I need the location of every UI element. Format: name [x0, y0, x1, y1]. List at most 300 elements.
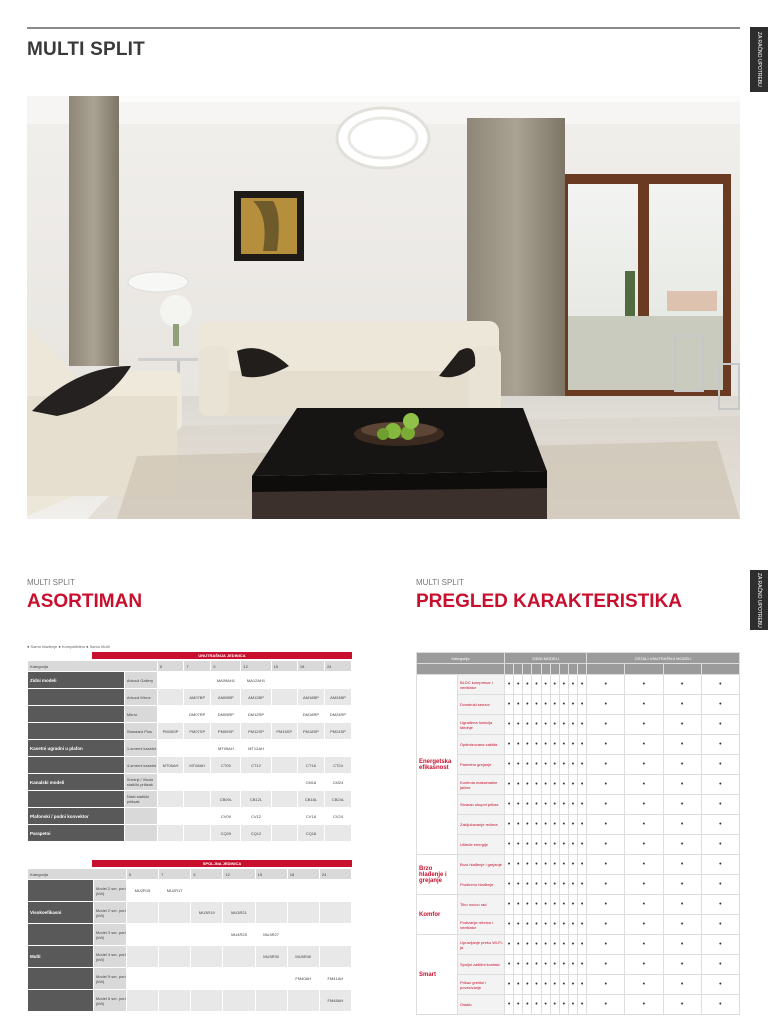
model-cell: MT09AH [211, 740, 241, 757]
model-cell [319, 902, 351, 924]
feature-dot [559, 835, 568, 855]
feature-dot [523, 675, 532, 695]
table-row [28, 672, 352, 689]
feature-dot [587, 755, 625, 775]
unit-cell [701, 664, 739, 675]
feature-dot [532, 835, 541, 855]
feature-dot [505, 855, 514, 875]
side-tab-top: ZA RAČNO UPOTREBU [750, 27, 768, 92]
model-cell [287, 924, 319, 946]
model-cell [157, 774, 183, 791]
unit-cell [625, 664, 663, 675]
model-cell: AM24BP [324, 689, 351, 706]
feature-row [417, 955, 740, 975]
feature-dot [523, 775, 532, 795]
feature-dot [532, 975, 541, 995]
feature-dot [663, 735, 701, 755]
feature-dot [541, 795, 550, 815]
model-cell: CQ09 [211, 825, 241, 842]
unit-capacity-cell: 18 [297, 661, 324, 672]
model-cell: MU3R21 [223, 902, 255, 924]
model-cell: PM15SP [271, 723, 297, 740]
unit-cell [523, 664, 532, 675]
feature-dot [625, 955, 663, 975]
feature-dot [550, 715, 559, 735]
feature-dot [568, 955, 577, 975]
feature-label: BLDC kompresor i ventilator [458, 675, 505, 695]
feature-dot [505, 715, 514, 735]
feature-dot [541, 755, 550, 775]
table-subheader-row [417, 664, 740, 675]
model-cell [324, 740, 351, 757]
model-cell: AM09BP [211, 689, 241, 706]
feature-dot [541, 815, 550, 835]
feature-dot [663, 815, 701, 835]
feature-dot [568, 895, 577, 915]
model-cell: PM24SP [324, 723, 351, 740]
feature-dot [550, 735, 559, 755]
feature-dot [523, 695, 532, 715]
feature-dot [523, 855, 532, 875]
model-cell [223, 990, 255, 1012]
feature-dot [578, 895, 587, 915]
feature-dot [578, 715, 587, 735]
group-header-other: OSTALI UNUTRAŠNJI MODELI [587, 653, 740, 664]
feature-dot [701, 775, 739, 795]
feature-dot [625, 815, 663, 835]
feature-dot [532, 815, 541, 835]
feature-dot [701, 815, 739, 835]
side-tab-bottom: ZA RAČNO UPOTREBU [750, 570, 768, 630]
left-section-label: MULTI SPLIT [27, 578, 75, 587]
feature-dot [701, 835, 739, 855]
feature-dot [578, 775, 587, 795]
feature-dot [532, 915, 541, 935]
feature-row [417, 795, 740, 815]
row-subcategory: Artcool Gallery [124, 672, 157, 689]
model-cell: PM18SP [297, 723, 324, 740]
feature-dot [559, 795, 568, 815]
feature-dot [568, 915, 577, 935]
feature-dot [559, 715, 568, 735]
feature-label: Prikaz greške i povezivanje [458, 975, 505, 995]
feature-dot [541, 995, 550, 1015]
model-cell [287, 902, 319, 924]
feature-dot [559, 675, 568, 695]
feature-dot [541, 875, 550, 895]
table-header-row [417, 653, 740, 664]
row-category [28, 706, 125, 723]
feature-dot [541, 735, 550, 755]
model-cell [255, 968, 287, 990]
row-subcategory: Model 6 ser. port (kW) [93, 990, 126, 1012]
feature-dot [568, 835, 577, 855]
model-cell: FM41AH [319, 968, 351, 990]
feature-dot [532, 795, 541, 815]
model-cell: MA12AH1 [241, 672, 271, 689]
model-cell [271, 672, 297, 689]
feature-dot [568, 755, 577, 775]
model-cell: CT18 [297, 757, 324, 774]
feature-dot [514, 775, 523, 795]
feature-dot [568, 735, 577, 755]
model-cell [297, 672, 324, 689]
model-cell [126, 946, 158, 968]
feature-dot [514, 675, 523, 695]
row-subcategory: Srednji / Visoki statički pritisak [124, 774, 157, 791]
model-cell [287, 990, 319, 1012]
model-cell [184, 825, 211, 842]
model-cell [126, 902, 158, 924]
feature-dot [523, 895, 532, 915]
table-row [28, 946, 352, 968]
model-cell: MT06AH [157, 757, 183, 774]
feature-label: Pametno grejanje [458, 755, 505, 775]
feature-dot [550, 815, 559, 835]
feature-dot [578, 935, 587, 955]
model-cell: MU2R15 [126, 880, 158, 902]
model-cell: MU4R25 [223, 924, 255, 946]
feature-dot [541, 695, 550, 715]
model-cell [319, 946, 351, 968]
feature-dot [568, 975, 577, 995]
feature-dot [559, 695, 568, 715]
unit-cell [541, 664, 550, 675]
row-category: Visokoefikasni [28, 902, 94, 924]
feature-dot [550, 935, 559, 955]
feature-group-label: Smart [417, 935, 458, 1015]
model-cell [271, 808, 297, 825]
table-row [28, 774, 352, 791]
feature-dot [578, 735, 587, 755]
feature-dot [701, 695, 739, 715]
feature-dot [505, 735, 514, 755]
feature-dot [505, 695, 514, 715]
feature-dot [523, 815, 532, 835]
feature-dot [550, 915, 559, 935]
feature-dot [559, 955, 568, 975]
feature-dot [505, 935, 514, 955]
model-cell [191, 990, 223, 1012]
model-cell: MT12AH [241, 740, 271, 757]
unit-capacity-cell: 24 [319, 869, 351, 880]
row-category [28, 757, 125, 774]
feature-dot [587, 775, 625, 795]
feature-dot [663, 695, 701, 715]
row-subcategory: Model 4 ser. port (kW) [93, 946, 126, 968]
feature-dot [550, 855, 559, 875]
model-cell [324, 672, 351, 689]
feature-dot [625, 835, 663, 855]
model-cell [223, 946, 255, 968]
feature-dot [568, 675, 577, 695]
feature-row [417, 715, 740, 735]
row-subcategory: Standard Plus [124, 723, 157, 740]
model-cell: CM24 [324, 774, 351, 791]
unit-cell [568, 664, 577, 675]
feature-row [417, 815, 740, 835]
feature-dot [523, 875, 532, 895]
feature-row [417, 695, 740, 715]
feature-dot [514, 915, 523, 935]
row-category [28, 791, 125, 808]
feature-dot [701, 955, 739, 975]
table-row [28, 689, 352, 706]
feature-dot [550, 875, 559, 895]
table-row [28, 740, 352, 757]
model-cell: CM18 [297, 774, 324, 791]
model-cell: CT12 [241, 757, 271, 774]
model-cell: MU3R19 [191, 902, 223, 924]
row-subcategory [124, 808, 157, 825]
feature-label: Upravljanje preko Wi-Fi-ja [458, 935, 505, 955]
feature-dot [505, 675, 514, 695]
feature-label: Uštede energije [458, 835, 505, 855]
row-category: Parapetni [28, 825, 125, 842]
table-row [28, 791, 352, 808]
unit-capacity-cell: 12 [223, 869, 255, 880]
feature-dot [550, 755, 559, 775]
model-cell [157, 672, 183, 689]
column-label: Kategorija [417, 653, 505, 664]
feature-dot [514, 815, 523, 835]
feature-dot [505, 995, 514, 1015]
feature-dot [578, 875, 587, 895]
feature-dot [559, 775, 568, 795]
model-cell: AM18BP [297, 689, 324, 706]
feature-label: Ugrađena funkcija štednje [458, 715, 505, 735]
feature-dot [559, 915, 568, 935]
feature-dot [587, 715, 625, 735]
feature-dot [523, 835, 532, 855]
feature-group-label: Energetska efikasnost [417, 675, 458, 855]
unit-capacity-cell: 5 [157, 661, 183, 672]
feature-dot [523, 755, 532, 775]
model-cell [287, 880, 319, 902]
feature-dot [532, 935, 541, 955]
feature-dot [514, 895, 523, 915]
feature-dot [701, 795, 739, 815]
unit-cell [559, 664, 568, 675]
model-cell [191, 968, 223, 990]
row-category: Zidni modeli [28, 672, 125, 689]
model-cell: AM07BP [184, 689, 211, 706]
feature-dot [514, 755, 523, 775]
feature-dot [541, 975, 550, 995]
unit-capacity-cell: 18 [287, 869, 319, 880]
feature-dot [532, 775, 541, 795]
feature-dot [532, 715, 541, 735]
model-cell: MU2R17 [159, 880, 191, 902]
row-subcategory: Model 2 ser. port (kW) [93, 880, 126, 902]
feature-dot [625, 935, 663, 955]
feature-dot [701, 675, 739, 695]
model-cell [223, 968, 255, 990]
feature-dot [578, 975, 587, 995]
feature-dot [587, 735, 625, 755]
model-cell [191, 880, 223, 902]
feature-row [417, 775, 740, 795]
model-cell: PM12SP [241, 723, 271, 740]
feature-dot [523, 995, 532, 1015]
right-section-title: PREGLED KARAKTERISTIKA [416, 591, 683, 612]
feature-dot [523, 915, 532, 935]
feature-dot [559, 855, 568, 875]
row-subcategory: Model 3 ser. port (kW) [93, 924, 126, 946]
row-category [28, 924, 94, 946]
model-cell [211, 774, 241, 791]
model-cell: CV12 [241, 808, 271, 825]
feature-dot [587, 835, 625, 855]
feature-dot [568, 775, 577, 795]
model-cell: DM24RP [324, 706, 351, 723]
model-cell: DM18RP [297, 706, 324, 723]
model-cell [191, 946, 223, 968]
feature-dot [550, 675, 559, 695]
model-cell: DM07RP [184, 706, 211, 723]
feature-dot [541, 775, 550, 795]
feature-dot [625, 975, 663, 995]
unit-cell [587, 664, 625, 675]
model-cell [271, 740, 297, 757]
feature-dot [578, 755, 587, 775]
table-header-row [28, 869, 352, 880]
feature-dot [550, 975, 559, 995]
model-cell [184, 672, 211, 689]
feature-dot [625, 795, 663, 815]
table-row [28, 757, 352, 774]
feature-dot [578, 675, 587, 695]
model-cell: MU4R27 [255, 924, 287, 946]
feature-dot [559, 995, 568, 1015]
feature-dot [532, 695, 541, 715]
unit-capacity-cell: 7 [184, 661, 211, 672]
model-cell: CT24 [324, 757, 351, 774]
left-section-title: ASORTIMAN [27, 591, 143, 612]
feature-dot [587, 915, 625, 935]
row-subcategory [124, 825, 157, 842]
feature-dot [505, 875, 514, 895]
model-cell [184, 774, 211, 791]
feature-label: Ostalo [458, 995, 505, 1015]
model-cell [157, 808, 183, 825]
feature-dot [663, 835, 701, 855]
feature-dot [625, 855, 663, 875]
feature-dot [587, 935, 625, 955]
unit-capacity-cell: 9 [191, 869, 223, 880]
model-cell [271, 774, 297, 791]
table-row [28, 924, 352, 946]
feature-dot [541, 935, 550, 955]
row-category [28, 990, 94, 1012]
feature-dot [532, 995, 541, 1015]
model-cell: CB24L [324, 791, 351, 808]
model-cell [271, 689, 297, 706]
table-header-row [28, 661, 352, 672]
feature-dot [625, 735, 663, 755]
feature-dot [559, 875, 568, 895]
feature-dot [663, 935, 701, 955]
feature-dot [578, 915, 587, 935]
unit-capacity-cell: 7 [159, 869, 191, 880]
feature-row [417, 675, 740, 695]
model-cell: CB18L [297, 791, 324, 808]
feature-dot [663, 975, 701, 995]
indoor-units-table [27, 660, 352, 842]
unit-cell [505, 664, 514, 675]
model-cell [159, 924, 191, 946]
outdoor-unit-header: SPOLJNA JEDINICA [92, 860, 352, 867]
table-row [28, 723, 352, 740]
model-cell [126, 924, 158, 946]
model-cell [159, 946, 191, 968]
unit-cell [550, 664, 559, 675]
feature-dot [505, 815, 514, 835]
feature-dot [541, 675, 550, 695]
feature-row [417, 975, 740, 995]
row-category [28, 689, 125, 706]
feature-dot [514, 795, 523, 815]
feature-row [417, 835, 740, 855]
feature-label: Optimizovana zaštita [458, 735, 505, 755]
model-cell [271, 706, 297, 723]
model-cell: CB09L [211, 791, 241, 808]
feature-dot [587, 995, 625, 1015]
model-cell [157, 706, 183, 723]
model-cell: CV18 [297, 808, 324, 825]
model-cell: MT08AH [184, 757, 211, 774]
feature-dot [514, 735, 523, 755]
column-label: Kategorija [28, 661, 158, 672]
row-category: Multi [28, 946, 94, 968]
feature-dot [505, 795, 514, 815]
model-cell [184, 740, 211, 757]
living-room-photo [27, 96, 740, 519]
feature-dot [505, 915, 514, 935]
feature-dot [559, 735, 568, 755]
feature-dot [701, 875, 739, 895]
feature-label: Stvaran ukupni prikaz [458, 795, 505, 815]
feature-dot [532, 675, 541, 695]
feature-dot [505, 835, 514, 855]
unit-cell [514, 664, 523, 675]
feature-dot [625, 775, 663, 795]
table-row [28, 968, 352, 990]
feature-dot [578, 955, 587, 975]
feature-row [417, 735, 740, 755]
feature-dot [701, 915, 739, 935]
feature-dot [514, 695, 523, 715]
feature-dot [514, 875, 523, 895]
feature-dot [663, 775, 701, 795]
feature-dot [587, 795, 625, 815]
feature-dot [532, 955, 541, 975]
feature-dot [701, 935, 739, 955]
feature-dot [625, 715, 663, 735]
row-subcategory: Mirror [124, 706, 157, 723]
feature-dot [541, 715, 550, 735]
model-cell: PM05SP [157, 723, 183, 740]
group-header-wall: ZIDNI MODELI [505, 653, 587, 664]
living-room-illustration [27, 96, 740, 519]
feature-group-label: Brzo hlađenje i grejanje [417, 855, 458, 895]
feature-dot [541, 855, 550, 875]
model-cell [319, 924, 351, 946]
feature-dot [625, 755, 663, 775]
feature-dot [625, 875, 663, 895]
feature-dot [625, 895, 663, 915]
feature-row [417, 935, 740, 955]
